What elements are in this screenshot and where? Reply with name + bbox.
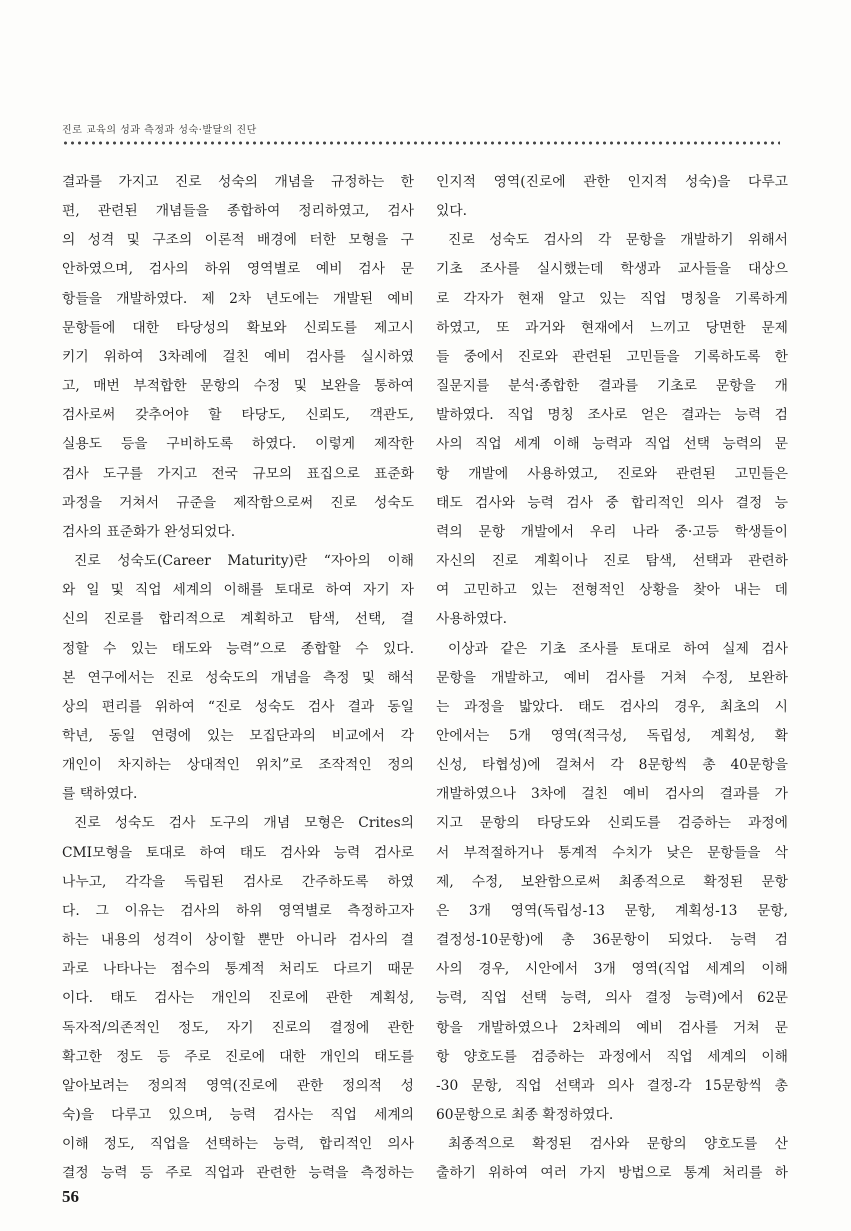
text-line: -30 문항, 직업 선택과 의사 결정-각 15문항씩 총 (436, 1077, 788, 1094)
text-line: 를 택하였다. (62, 786, 138, 803)
text-line: 결과를 가지고 진로 성숙의 개념을 규정하는 한 (62, 174, 414, 190)
right-column (436, 168, 788, 1188)
text-line: 진로 성숙도 검사 도구의 개념 모형은 Crites의 (74, 815, 414, 832)
text-line: 출하기 위하여 여러 가지 방법으로 통계 처리를 하 (436, 1165, 788, 1182)
text-line: 결정 능력 등 주로 직업과 관련한 능력을 측정하는 (62, 1165, 414, 1182)
text-line: 능력, 직업 선택 능력, 의사 결정 능력)에서 62문 (436, 990, 788, 1007)
text-line: 최종적으로 확정된 검사와 문항의 양호도를 산 (448, 1136, 788, 1153)
text-line: 사의 경우, 시안에서 3개 영역(직업 세계의 이해 (436, 961, 788, 978)
text-line: CMI모형을 토대로 하여 태도 검사와 능력 검사로 (62, 844, 414, 861)
text-line: 이다. 태도 검사는 개인의 진로에 관한 계획성, (62, 990, 414, 1007)
text-line: 기초 조사를 실시했는데 학생과 교사들을 대상으 (436, 261, 788, 278)
left-column (62, 168, 414, 1188)
text-line: 편, 관련된 개념들을 종합하여 정리하였고, 검사 (62, 203, 414, 220)
text-line: 진로 성숙도(Career Maturity)란 “자아의 이해 (74, 553, 414, 570)
text-line: 독자적/의존적인 정도, 자기 진로의 결정에 관한 (62, 1019, 414, 1036)
text-line: 안에서는 5개 영역(적극성, 독립성, 계획성, 확 (436, 727, 788, 744)
text-line: 실용도 등을 구비하도록 하였다. 이렇게 제작한 (62, 436, 414, 453)
text-line: 지고 문항의 타당도와 신뢰도를 검증하는 과정에 (436, 815, 788, 832)
text-line: 제, 수정, 보완함으로써 최종적으로 확정된 문항 (436, 873, 788, 890)
text-line: 발하였다. 직업 명칭 조사로 얻은 결과는 능력 검 (436, 407, 788, 424)
text-line: 정할 수 있는 태도와 능력”으로 종합할 수 있다. (62, 640, 414, 657)
text-line: 와 일 및 직업 세계의 이해를 토대로 하여 자기 자 (62, 582, 414, 599)
text-line: 항을 개발하였으나 2차례의 예비 검사를 거쳐 문 (436, 1019, 788, 1036)
text-line: 확고한 정도 등 주로 진로에 대한 개인의 태도를 (62, 1048, 414, 1065)
text-line: 숙)을 다루고 있으며, 능력 검사는 직업 세계의 (62, 1107, 414, 1123)
text-line: 로 각자가 현재 알고 있는 직업 명칭을 기록하게 (436, 290, 788, 307)
text-line: 상의 편리를 위하여 “진로 성숙도 검사 결과 동일 (62, 698, 414, 715)
text-line: 개발하였으나 3차에 걸친 예비 검사의 결과를 가 (436, 786, 788, 803)
text-line: 이해 정도, 직업을 선택하는 능력, 합리적인 의사 (62, 1136, 414, 1153)
text-line: 검사의 표준화가 완성되었다. (62, 523, 236, 540)
text-line: 과로 나타나는 점수의 통계적 처리도 다르기 때문 (62, 961, 414, 978)
text-line: 태도 검사와 능력 검사 중 합리적인 의사 결정 능 (436, 494, 788, 511)
text-line: 검사로써 갖추어야 할 타당도, 신뢰도, 객관도, (62, 407, 414, 424)
text-line: 항 양호도를 검증하는 과정에서 직업 세계의 이해 (436, 1048, 788, 1065)
text-line: 질문지를 분석·종합한 결과를 기초로 문항을 개 (436, 378, 788, 395)
text-line: 이상과 같은 기초 조사를 토대로 하여 실제 검사 (448, 640, 788, 657)
text-line: 항 개발에 사용하였고, 진로와 관련된 고민들은 (436, 465, 788, 482)
text-line: 학년, 동일 연령에 있는 모집단과의 비교에서 각 (62, 727, 414, 744)
text-line: 고, 매번 부적합한 문항의 수정 및 보완을 통하여 (62, 378, 414, 395)
text-line: 인지적 영역(진로에 관한 인지적 성숙)을 다루고 (436, 174, 788, 190)
text-line: 들 중에서 진로와 관련된 고민들을 기록하도록 한 (436, 348, 788, 365)
text-line: 키기 위하여 3차례에 걸친 예비 검사를 실시하였 (62, 348, 414, 365)
text-line: 있다. (436, 203, 468, 220)
text-line: 알아보려는 정의적 영역(진로에 관한 정의적 성 (62, 1077, 414, 1094)
text-line: 자신의 진로 계획이나 진로 탐색, 선택과 관련하 (436, 553, 788, 570)
text-line: 문항들에 대한 타당성의 확보와 신뢰도를 제고시 (62, 319, 414, 336)
dotted-rule (62, 140, 780, 146)
text-line: 안하였으며, 검사의 하위 영역별로 예비 검사 문 (62, 261, 414, 278)
text-line: 신의 진로를 합리적으로 계획하고 탐색, 선택, 결 (62, 611, 414, 628)
text-line: 본 연구에서는 진로 성숙도의 개념을 측정 및 해석 (62, 669, 414, 686)
text-line: 는 과정을 밟았다. 태도 검사의 경우, 최초의 시 (436, 698, 788, 715)
text-line: 여 고민하고 있는 전형적인 상황을 찾아 내는 데 (436, 582, 788, 599)
text-line: 신성, 타협성)에 걸쳐서 각 8문항씩 총 40문항을 (436, 757, 788, 774)
text-line: 하였고, 또 과거와 현재에서 느끼고 당면한 문제 (436, 319, 788, 336)
text-line: 다. 그 이유는 검사의 하위 영역별로 측정하고자 (62, 902, 414, 919)
page-number: 56 (62, 1187, 79, 1206)
running-header: 진로 교육의 성과 측정과 성숙·발달의 진단 (62, 125, 257, 136)
text-line: 은 3개 영역(독립성-13 문항, 계획성-13 문항, (436, 902, 788, 919)
text-line: 나누고, 각각을 독립된 검사로 간주하도록 하였 (62, 873, 414, 890)
text-line: 문항을 개발하고, 예비 검사를 거쳐 수정, 보완하 (436, 669, 788, 686)
text-line: 사의 직업 세계 이해 능력과 직업 선택 능력의 문 (436, 436, 788, 453)
text-line: 개인이 차지하는 상대적인 위치”로 조작적인 정의 (62, 757, 414, 774)
text-line: 하는 내용의 성격이 상이할 뿐만 아니라 검사의 결 (62, 932, 414, 949)
text-line: 검사 도구를 가지고 전국 규모의 표집으로 표준화 (62, 465, 414, 482)
text-line: 력의 문항 개발에서 우리 나라 중·고등 학생들이 (436, 523, 788, 540)
text-line: 60문항으로 최종 확정하였다. (436, 1107, 614, 1123)
text-line: 과정을 거쳐서 규준을 제작함으로써 진로 성숙도 (62, 494, 414, 511)
text-line: 항들을 개발하였다. 제 2차 년도에는 개발된 예비 (62, 290, 414, 307)
text-line: 서 부적절하거나 통계적 수치가 낮은 문항들을 삭 (436, 844, 788, 861)
text-line: 결정성-10문항)에 총 36문항이 되었다. 능력 검 (436, 932, 788, 949)
text-line: 의 성격 및 구조의 이론적 배경에 터한 모형을 구 (62, 232, 414, 249)
text-line: 진로 성숙도 검사의 각 문항을 개발하기 위해서 (448, 232, 788, 249)
text-line: 사용하였다. (436, 611, 508, 628)
